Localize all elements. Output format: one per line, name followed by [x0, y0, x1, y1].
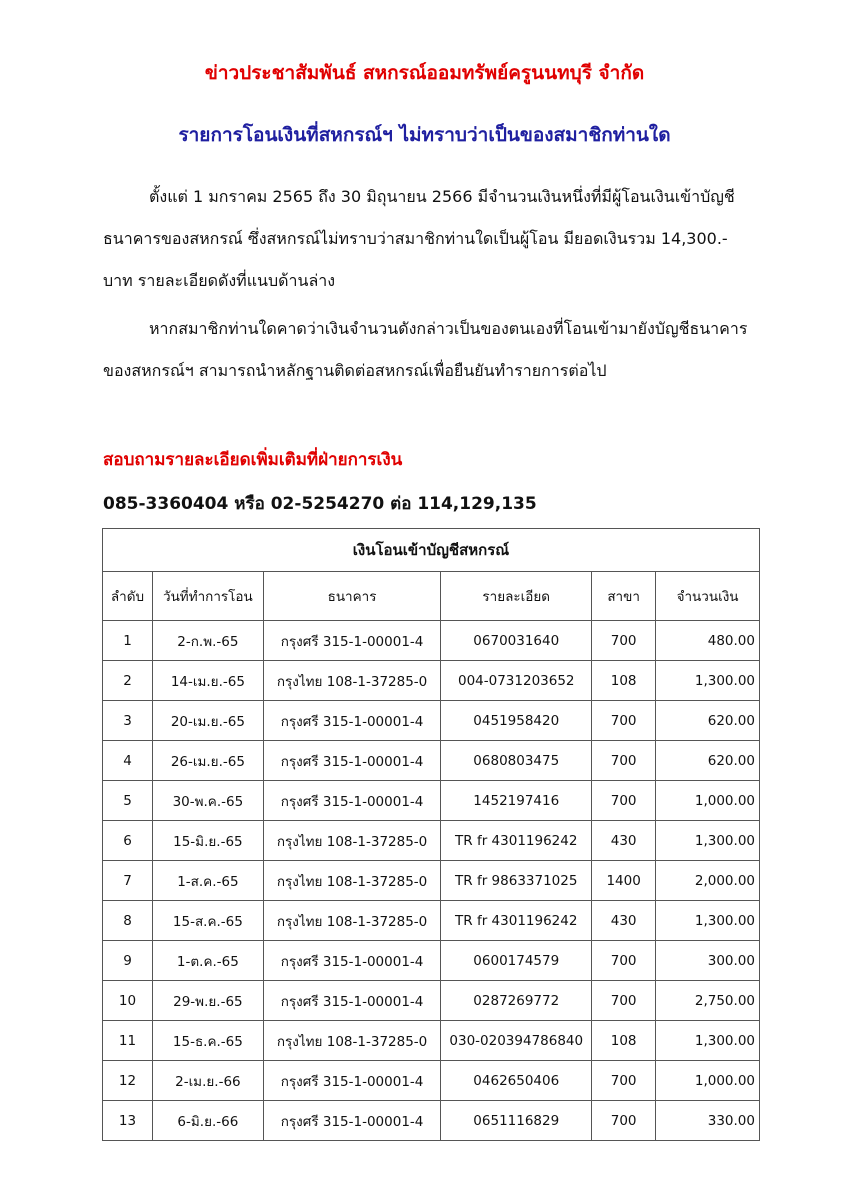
table-caption: เงินโอนเข้าบัญชีสหกรณ์ — [103, 529, 760, 572]
cell-no: 13 — [103, 1101, 153, 1141]
cell-date: 15-ธ.ค.-65 — [152, 1021, 263, 1061]
cell-no: 10 — [103, 981, 153, 1021]
cell-detail: 0287269772 — [441, 981, 592, 1021]
table-row — [103, 781, 760, 821]
cell-detail: 0680803475 — [441, 741, 592, 781]
cell-amount: 300.00 — [656, 941, 760, 981]
cell-amount: 330.00 — [656, 1101, 760, 1141]
cell-bank: กรุงศรี 315-1-00001-4 — [263, 1061, 441, 1101]
cell-detail: TR fr 4301196242 — [441, 821, 592, 861]
cell-date: 20-เม.ย.-65 — [152, 701, 263, 741]
cell-detail: TR fr 9863371025 — [441, 861, 592, 901]
instruction-paragraph: หากสมาชิกท่านใดคาดว่าเงินจำนวนดังกล่าวเป็นของตนเองที่โอนเข้ามายังบัญชีธนาคารของสหกรณ์ฯ สามารถนำหลักฐานติดต่อสหกรณ์เพื่อยืนยันทำรายการต่อไป — [103, 319, 748, 380]
table-row — [103, 861, 760, 901]
cell-amount: 1,300.00 — [656, 1021, 760, 1061]
cell-detail: 0651116829 — [441, 1101, 592, 1141]
cell-no: 1 — [103, 621, 153, 661]
cell-date: 14-เม.ย.-65 — [152, 661, 263, 701]
cell-bank: กรุงศรี 315-1-00001-4 — [263, 781, 441, 821]
header-branch: สาขา — [592, 572, 656, 621]
cell-branch: 700 — [592, 981, 656, 1021]
intro-paragraph: ตั้งแต่ 1 มกราคม 2565 ถึง 30 มิถุนายน 2566 มีจำนวนเงินหนึ่งที่มีผู้โอนเงินเข้าบัญชีธนาคารของสหกรณ์ ซึ่งสหกรณ์ไม่ทราบว่าสมาชิกท่านใดเป็นผู้โอน มียอดเงินรวม 14,300.- บาท รายละเอียดดังที่แนบด้านล่าง — [103, 187, 735, 290]
cell-bank: กรุงไทย 108-1-37285-0 — [263, 661, 441, 701]
page-title: ข่าวประชาสัมพันธ์ สหกรณ์ออมทรัพย์ครูนนทบุรี จำกัด — [204, 62, 645, 84]
cell-detail: 004-0731203652 — [441, 661, 592, 701]
cell-date: 15-ส.ค.-65 — [152, 901, 263, 941]
cell-amount: 1,300.00 — [656, 821, 760, 861]
cell-amount: 480.00 — [656, 621, 760, 661]
cell-bank: กรุงศรี 315-1-00001-4 — [263, 621, 441, 661]
cell-amount: 1,000.00 — [656, 1061, 760, 1101]
cell-no: 9 — [103, 941, 153, 981]
cell-detail: 0670031640 — [441, 621, 592, 661]
header-bank: ธนาคาร — [263, 572, 441, 621]
cell-branch: 700 — [592, 1061, 656, 1101]
cell-amount: 2,750.00 — [656, 981, 760, 1021]
cell-date: 6-มิ.ย.-66 — [152, 1101, 263, 1141]
cell-branch: 108 — [592, 661, 656, 701]
cell-amount: 620.00 — [656, 741, 760, 781]
cell-amount: 2,000.00 — [656, 861, 760, 901]
contact-heading: สอบถามรายละเอียดเพิ่มเติมที่ฝ่ายการเงิน — [103, 450, 403, 470]
cell-date: 2-ก.พ.-65 — [152, 621, 263, 661]
table-row — [103, 941, 760, 981]
cell-amount: 620.00 — [656, 701, 760, 741]
cell-detail: 0462650406 — [441, 1061, 592, 1101]
table-row — [103, 661, 760, 701]
table-row — [103, 901, 760, 941]
table-row — [103, 981, 760, 1021]
transfer-table — [102, 528, 760, 1141]
cell-amount: 1,000.00 — [656, 781, 760, 821]
cell-date: 1-ต.ค.-65 — [152, 941, 263, 981]
page-subtitle: รายการโอนเงินที่สหกรณ์ฯ ไม่ทราบว่าเป็นของสมาชิกท่านใด — [178, 124, 671, 146]
cell-branch: 700 — [592, 781, 656, 821]
cell-detail: TR fr 4301196242 — [441, 901, 592, 941]
cell-branch: 108 — [592, 1021, 656, 1061]
cell-branch: 700 — [592, 621, 656, 661]
cell-bank: กรุงไทย 108-1-37285-0 — [263, 861, 441, 901]
cell-date: 30-พ.ค.-65 — [152, 781, 263, 821]
table-row — [103, 741, 760, 781]
cell-no: 7 — [103, 861, 153, 901]
cell-branch: 700 — [592, 1101, 656, 1141]
cell-no: 12 — [103, 1061, 153, 1101]
cell-detail: 0600174579 — [441, 941, 592, 981]
cell-date: 26-เม.ย.-65 — [152, 741, 263, 781]
cell-date: 29-พ.ย.-65 — [152, 981, 263, 1021]
cell-date: 15-มิ.ย.-65 — [152, 821, 263, 861]
cell-no: 11 — [103, 1021, 153, 1061]
cell-branch: 700 — [592, 741, 656, 781]
header-no: ลำดับ — [103, 572, 153, 621]
cell-bank: กรุงไทย 108-1-37285-0 — [263, 901, 441, 941]
header-detail: รายละเอียด — [441, 572, 592, 621]
cell-detail: 1452197416 — [441, 781, 592, 821]
table-row — [103, 821, 760, 861]
cell-branch: 700 — [592, 941, 656, 981]
header-amount: จำนวนเงิน — [656, 572, 760, 621]
cell-amount: 1,300.00 — [656, 661, 760, 701]
table-row — [103, 1061, 760, 1101]
cell-bank: กรุงศรี 315-1-00001-4 — [263, 1101, 441, 1141]
cell-no: 8 — [103, 901, 153, 941]
table-row — [103, 701, 760, 741]
cell-bank: กรุงศรี 315-1-00001-4 — [263, 741, 441, 781]
cell-detail: 0451958420 — [441, 701, 592, 741]
cell-branch: 700 — [592, 701, 656, 741]
cell-no: 5 — [103, 781, 153, 821]
cell-no: 2 — [103, 661, 153, 701]
table-row — [103, 621, 760, 661]
cell-bank: กรุงศรี 315-1-00001-4 — [263, 941, 441, 981]
header-date: วันที่ทำการโอน — [152, 572, 263, 621]
contact-phone: 085-3360404 หรือ 02-5254270 ต่อ 114,129,135 — [103, 494, 537, 514]
cell-detail: 030-020394786840 — [441, 1021, 592, 1061]
cell-date: 1-ส.ค.-65 — [152, 861, 263, 901]
cell-no: 6 — [103, 821, 153, 861]
cell-amount: 1,300.00 — [656, 901, 760, 941]
cell-bank: กรุงศรี 315-1-00001-4 — [263, 701, 441, 741]
table-row — [103, 1021, 760, 1061]
cell-branch: 1400 — [592, 861, 656, 901]
cell-bank: กรุงไทย 108-1-37285-0 — [263, 821, 441, 861]
cell-no: 3 — [103, 701, 153, 741]
cell-branch: 430 — [592, 901, 656, 941]
cell-no: 4 — [103, 741, 153, 781]
table-row — [103, 1101, 760, 1141]
cell-bank: กรุงไทย 108-1-37285-0 — [263, 1021, 441, 1061]
cell-branch: 430 — [592, 821, 656, 861]
cell-bank: กรุงศรี 315-1-00001-4 — [263, 981, 441, 1021]
cell-date: 2-เม.ย.-66 — [152, 1061, 263, 1101]
